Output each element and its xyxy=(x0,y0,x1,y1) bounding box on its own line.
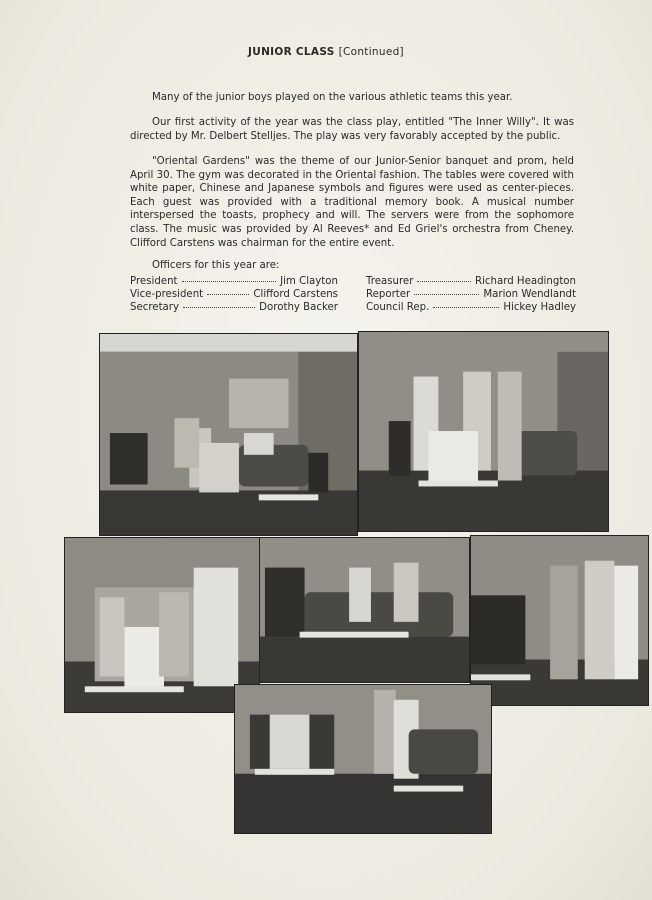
officer-row xyxy=(366,275,576,288)
stage-photo-image xyxy=(100,334,357,535)
stage-photo-image xyxy=(65,538,259,712)
leader-dots xyxy=(414,294,479,295)
stage-photo xyxy=(64,537,260,713)
stage-photo xyxy=(358,331,609,532)
paragraph-class-play: Our first activity of the year was the class play, entitled "The Inner Willy". It was directed by Mr. Delbert Stelljes. The play was very favorably accepted by the public. xyxy=(130,117,574,142)
officers-column-right xyxy=(366,275,576,315)
heading-title: JUNIOR CLASS xyxy=(248,46,335,58)
leader-dots xyxy=(207,294,249,295)
stage-photo xyxy=(470,535,649,706)
officers-column-left xyxy=(130,275,338,315)
officer-role: President xyxy=(130,276,178,287)
heading-continued: [Continued] xyxy=(338,46,404,58)
stage-photo xyxy=(234,684,492,834)
stage-photo-image xyxy=(260,538,469,682)
paragraph-prom: "Oriental Gardens" was the theme of our Junior-Senior banquet and prom, held April 30. The gym was decorated in the Oriental fashion. The tables were covered with white paper, Chinese and Japanese symbols and figures were used as center-pieces. Each guest was provided with a traditional memory book. A musical number interspersed the toasts, prophecy and will. The servers were from the sophomore class. The music was provided by Al Reeves* and Ed Griel's orchestra from Cheney. Clifford Carstens was chairman for the entire event. xyxy=(130,156,574,249)
officer-role: Treasurer xyxy=(366,276,414,287)
officer-role: Secretary xyxy=(130,302,180,314)
paragraph-athletics: Many of the junior boys played on the various athletic teams this year. xyxy=(152,92,513,103)
officer-name: Jim Clayton xyxy=(280,276,338,287)
leader-dots xyxy=(182,281,277,282)
officer-name: Hickey Hadley xyxy=(503,302,576,314)
officer-row xyxy=(366,288,576,301)
officer-name: Dorothy Backer xyxy=(259,302,338,314)
officer-name: Marion Wendlandt xyxy=(483,289,576,301)
stage-photo-image xyxy=(359,332,608,531)
officer-role: Reporter xyxy=(366,289,411,301)
stage-photo-image xyxy=(471,536,648,705)
officer-name: Clifford Carstens xyxy=(253,289,338,301)
officer-row xyxy=(366,301,576,314)
leader-dots xyxy=(417,281,471,282)
officer-name: Richard Headington xyxy=(475,276,576,287)
officers-intro: Officers for this year are: xyxy=(152,260,280,271)
officer-row xyxy=(130,301,338,314)
leader-dots xyxy=(433,307,499,308)
stage-photo xyxy=(99,333,358,536)
officer-role: Vice-president xyxy=(130,289,204,301)
page-heading xyxy=(0,46,652,58)
stage-photo-image xyxy=(235,685,491,833)
officer-row xyxy=(130,275,338,288)
officer-row xyxy=(130,288,338,301)
stage-photo xyxy=(259,537,470,683)
leader-dots xyxy=(183,307,255,308)
officer-role: Council Rep. xyxy=(366,302,430,314)
